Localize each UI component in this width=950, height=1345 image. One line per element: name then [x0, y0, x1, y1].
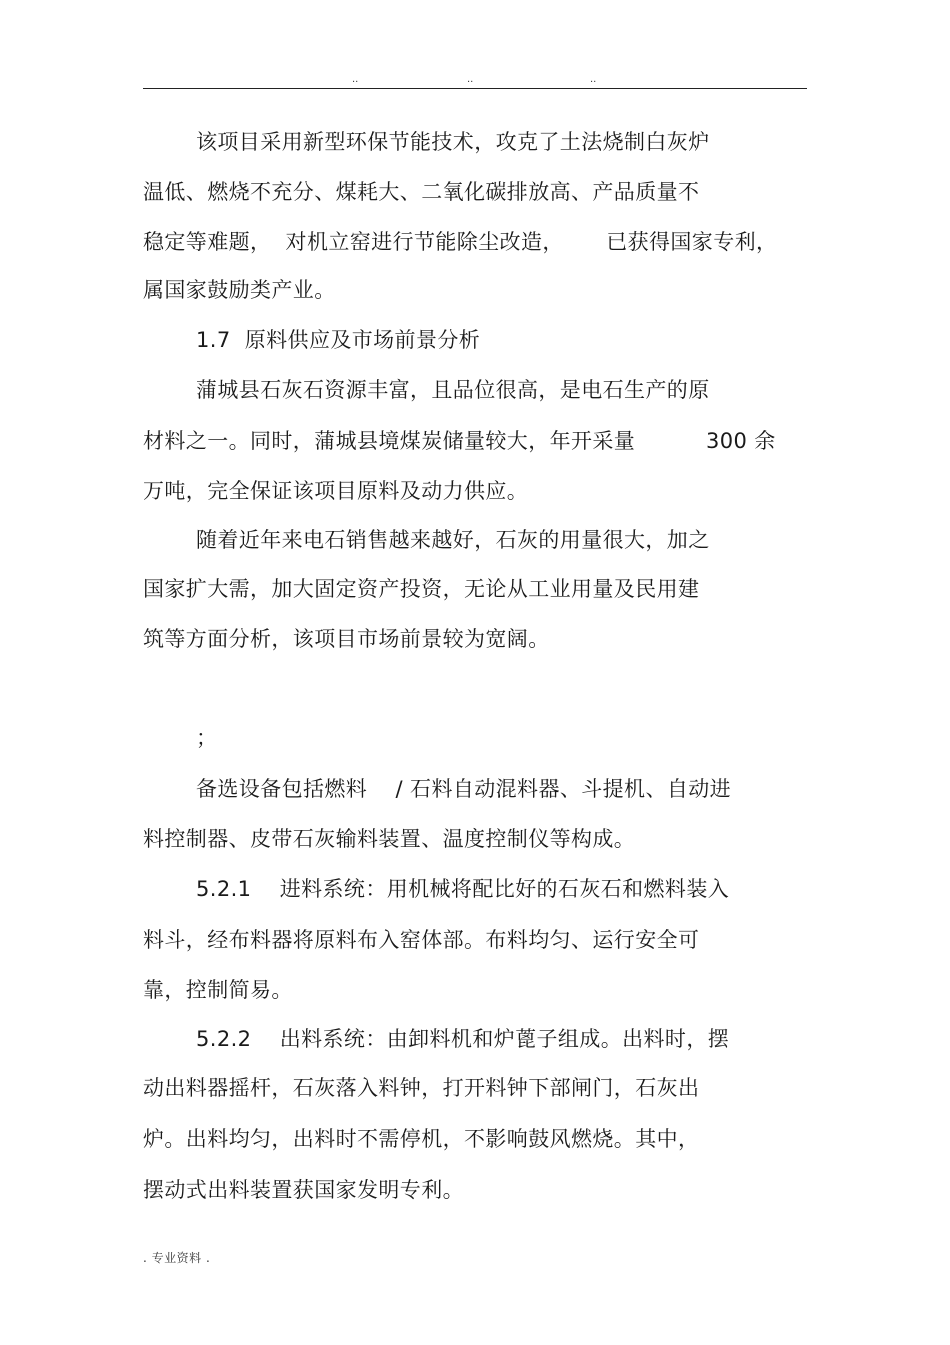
header-mark: ..	[590, 74, 597, 85]
paragraph-line: 万吨，完全保证该项目原料及动力供应。	[143, 479, 529, 503]
paragraph-line: 料控制器、皮带石灰输料装置、温度控制仪等构成。	[143, 827, 636, 851]
page-header-marks	[0, 74, 950, 86]
paragraph-line: 属国家鼓励类产业。	[143, 278, 336, 302]
section-heading: 5.2.1 进料系统：用机械将配比好的石灰石和燃料装入	[196, 877, 730, 901]
section-heading: 1.7 原料供应及市场前景分析	[196, 328, 481, 352]
paragraph-line: 靠，控制简易。	[143, 978, 293, 1002]
paragraph-line: 温低、燃烧不充分、煤耗大、二氧化碳排放高、产品质量不	[143, 180, 700, 204]
paragraph-line: 该项目采用新型环保节能技术，攻克了土法烧制白灰炉	[196, 130, 710, 154]
paragraph-line: 随着近年来电石销售越来越好，石灰的用量很大，加之	[196, 528, 710, 552]
section-heading: 5.2.2 出料系统：由卸料机和炉蓖子组成。出料时，摆	[196, 1027, 730, 1051]
paragraph-line: 筑等方面分析，该项目市场前景较为宽阔。	[143, 627, 550, 651]
paragraph-line: 材料之一。同时，蒲城县境煤炭储量较大，年开采量 300 余	[143, 429, 776, 453]
header-mark: ..	[352, 74, 359, 85]
header-divider	[143, 88, 807, 89]
paragraph-line: 蒲城县石灰石资源丰富，且品位很高，是电石生产的原	[196, 378, 710, 402]
paragraph-line: 国家扩大需，加大固定资产投资，无论从工业用量及民用建	[143, 577, 700, 601]
header-mark: ..	[467, 74, 474, 85]
page-footer: . 专业资料 .	[143, 1251, 211, 1265]
paragraph-line: ；	[196, 726, 218, 750]
paragraph-line: 稳定等难题， 对机立窑进行节能除尘改造， 已获得国家专利，	[143, 230, 778, 254]
paragraph-line: 摆动式出料装置获国家发明专利。	[143, 1178, 464, 1202]
paragraph-line: 料斗，经布料器将原料布入窑体部。布料均匀、运行安全可	[143, 928, 700, 952]
paragraph-line: 动出料器摇杆，石灰落入料钟，打开料钟下部闸门，石灰出	[143, 1076, 700, 1100]
paragraph-line: 炉。出料均匀，出料时不需停机，不影响鼓风燃烧。其中，	[143, 1127, 700, 1151]
paragraph-line: 备选设备包括燃料 / 石料自动混料器、斗提机、自动进	[196, 777, 732, 801]
